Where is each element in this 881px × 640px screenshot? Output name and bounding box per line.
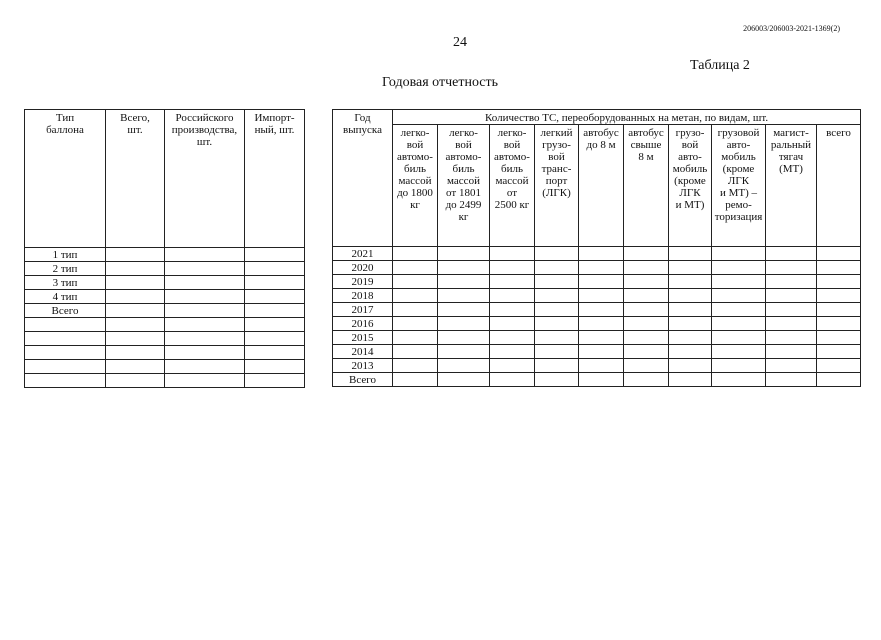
table-cell[interactable] [712,275,766,289]
table-cell[interactable] [393,331,438,345]
table-label: Таблица 2 [690,58,750,73]
table-cell[interactable] [393,373,438,387]
table-cell[interactable] [438,317,490,331]
table-cell[interactable] [817,247,861,261]
table-cell[interactable] [669,275,712,289]
table-cell[interactable] [393,345,438,359]
table-cell[interactable] [165,318,245,332]
table-cell[interactable] [766,275,817,289]
table-cell[interactable] [712,359,766,373]
table-cell[interactable] [624,317,669,331]
vehicle-conversion-table [332,109,861,387]
row-label [25,332,106,346]
table-row [333,247,861,261]
table-cell[interactable] [766,331,817,345]
table-cell[interactable] [535,275,579,289]
column-header: Всего, шт. [106,110,165,248]
column-header: Российского производства, шт. [165,110,245,248]
table-row [333,275,861,289]
table-cell[interactable] [817,345,861,359]
column-header: легко- вой автомо- биль массой до 1800 кг [393,125,438,247]
table-cell[interactable] [393,247,438,261]
table-cell[interactable] [766,303,817,317]
table-cell[interactable] [106,374,165,388]
table-cell[interactable] [766,359,817,373]
year-column-header: Год выпуска [333,110,393,247]
table-cell[interactable] [165,276,245,290]
table-cell[interactable] [245,290,305,304]
table-cell[interactable] [579,317,624,331]
table-cell[interactable] [438,359,490,373]
table-cell[interactable] [490,303,535,317]
row-label: 2018 [333,289,393,303]
table-row [25,248,305,262]
table-cell[interactable] [766,345,817,359]
table-cell[interactable] [669,359,712,373]
table-cell[interactable] [245,318,305,332]
table-cell[interactable] [624,373,669,387]
table-cell[interactable] [712,261,766,275]
table-cell[interactable] [766,289,817,303]
table-cell[interactable] [579,331,624,345]
table-row [25,262,305,276]
table-row [333,359,861,373]
table-cell[interactable] [624,331,669,345]
table-cell[interactable] [712,289,766,303]
table-cell[interactable] [712,373,766,387]
row-label [25,360,106,374]
column-header: легко- вой автомо- биль массой от 1801 до 2499 кг [438,125,490,247]
row-label: 3 тип [25,276,106,290]
table-cell[interactable] [669,345,712,359]
table-cell[interactable] [817,373,861,387]
column-header: легко- вой автомо- биль массой от 2500 кг [490,125,535,247]
table-cell[interactable] [106,332,165,346]
table-cell[interactable] [535,317,579,331]
column-header: всего [817,125,861,247]
table-cell[interactable] [669,247,712,261]
table-row [333,303,861,317]
table-cell[interactable] [165,360,245,374]
table-cell[interactable] [165,290,245,304]
document-title: Годовая отчетность [381,75,499,90]
table-row [25,304,305,318]
table-cell[interactable] [579,261,624,275]
cylinder-type-table [24,109,305,388]
table-cell[interactable] [393,289,438,303]
table-cell[interactable] [669,289,712,303]
table-cell[interactable] [624,289,669,303]
table-cell[interactable] [624,261,669,275]
table-cell[interactable] [579,289,624,303]
column-header: грузовой авто- мобиль (кроме ЛГК и МТ) – ремо- торизация [712,125,766,247]
table-row [333,345,861,359]
column-header: автобус до 8 м [579,125,624,247]
table-cell[interactable] [106,290,165,304]
row-label: 2014 [333,345,393,359]
table-cell[interactable] [393,317,438,331]
table-row [25,290,305,304]
table-row [25,360,305,374]
table-row [25,318,305,332]
table-cell[interactable] [669,261,712,275]
page-number: 24 [453,35,467,50]
table-cell[interactable] [165,346,245,360]
table-cell[interactable] [766,317,817,331]
table-cell[interactable] [438,289,490,303]
table-cell[interactable] [535,373,579,387]
row-label: 2017 [333,303,393,317]
table-cell[interactable] [669,317,712,331]
table-cell[interactable] [712,345,766,359]
table-cell[interactable] [393,275,438,289]
table-cell[interactable] [535,261,579,275]
table-cell[interactable] [393,359,438,373]
row-label: 2016 [333,317,393,331]
table-cell[interactable] [490,261,535,275]
row-label: 4 тип [25,290,106,304]
row-label: 2 тип [25,262,106,276]
table-cell[interactable] [106,360,165,374]
table-cell[interactable] [766,373,817,387]
table-cell[interactable] [106,276,165,290]
table-cell[interactable] [817,331,861,345]
table-cell[interactable] [817,303,861,317]
table-cell[interactable] [245,262,305,276]
table-cell[interactable] [165,248,245,262]
table-cell[interactable] [579,359,624,373]
table-cell[interactable] [165,332,245,346]
row-label: 2019 [333,275,393,289]
row-label: 2013 [333,359,393,373]
row-label [25,374,106,388]
table-cell[interactable] [669,303,712,317]
table-cell[interactable] [106,304,165,318]
table-cell[interactable] [712,331,766,345]
column-header: легкий грузо- вой транс- порт (ЛГК) [535,125,579,247]
column-header: грузо- вой авто- мобиль (кроме ЛГК и МТ) [669,125,712,247]
table-cell[interactable] [817,275,861,289]
row-label: 2020 [333,261,393,275]
table-cell[interactable] [438,261,490,275]
table-cell[interactable] [817,289,861,303]
table-row [333,373,861,387]
document-id: 206003/206003-2021-1369(2) [743,24,840,33]
table-cell[interactable] [712,317,766,331]
table-cell[interactable] [438,373,490,387]
table-cell[interactable] [438,345,490,359]
table-cell[interactable] [712,303,766,317]
table-cell[interactable] [490,345,535,359]
table-row [25,332,305,346]
table-cell[interactable] [245,248,305,262]
table-cell[interactable] [712,247,766,261]
table-cell[interactable] [579,373,624,387]
table-cell[interactable] [490,331,535,345]
table-cell[interactable] [490,289,535,303]
table-cell[interactable] [106,262,165,276]
table-cell[interactable] [490,275,535,289]
table-row [333,331,861,345]
table-cell[interactable] [106,248,165,262]
column-header: Импорт- ный, шт. [245,110,305,248]
table-cell[interactable] [393,261,438,275]
column-header: магист- ральный тягач (МТ) [766,125,817,247]
table-cell[interactable] [438,247,490,261]
table-cell[interactable] [490,247,535,261]
table-cell[interactable] [624,359,669,373]
table-cell[interactable] [245,374,305,388]
table-cell[interactable] [165,374,245,388]
table-cell[interactable] [579,247,624,261]
table-cell[interactable] [535,359,579,373]
table-cell[interactable] [490,359,535,373]
column-header: автобус свыше 8 м [624,125,669,247]
table-cell[interactable] [579,345,624,359]
group-header: Количество ТС, переоборудованных на метан, по видам, шт. [393,110,861,125]
table-cell[interactable] [579,275,624,289]
row-label: Всего [25,304,106,318]
row-label: 2021 [333,247,393,261]
table-cell[interactable] [766,261,817,275]
row-label [25,346,106,360]
table-cell[interactable] [817,261,861,275]
table-cell[interactable] [245,360,305,374]
table-cell[interactable] [245,304,305,318]
table-cell[interactable] [624,275,669,289]
table-cell[interactable] [438,331,490,345]
table-row [333,289,861,303]
row-label: Всего [333,373,393,387]
table-cell[interactable] [490,373,535,387]
row-label: 2015 [333,331,393,345]
table-cell[interactable] [624,345,669,359]
table-cell[interactable] [106,346,165,360]
table-row [333,317,861,331]
table-cell[interactable] [438,275,490,289]
table-cell[interactable] [535,289,579,303]
table-cell[interactable] [535,303,579,317]
table-cell[interactable] [624,247,669,261]
row-label: 1 тип [25,248,106,262]
table-cell[interactable] [579,303,624,317]
table-cell[interactable] [245,346,305,360]
table-cell[interactable] [490,317,535,331]
table-row [333,261,861,275]
table-cell[interactable] [817,317,861,331]
table-row [25,346,305,360]
table-cell[interactable] [624,303,669,317]
table-cell[interactable] [393,303,438,317]
table-cell[interactable] [165,262,245,276]
table-cell[interactable] [535,331,579,345]
table-cell[interactable] [817,359,861,373]
table-cell[interactable] [669,331,712,345]
table-cell[interactable] [535,345,579,359]
row-label [25,318,106,332]
table-cell[interactable] [438,303,490,317]
table-row [25,374,305,388]
table-cell[interactable] [535,247,579,261]
table-cell[interactable] [245,276,305,290]
table-cell[interactable] [766,247,817,261]
table-cell[interactable] [245,332,305,346]
table-row [25,276,305,290]
table-cell[interactable] [106,318,165,332]
table-cell[interactable] [669,373,712,387]
column-header: Тип баллона [25,110,106,248]
table-cell[interactable] [165,304,245,318]
